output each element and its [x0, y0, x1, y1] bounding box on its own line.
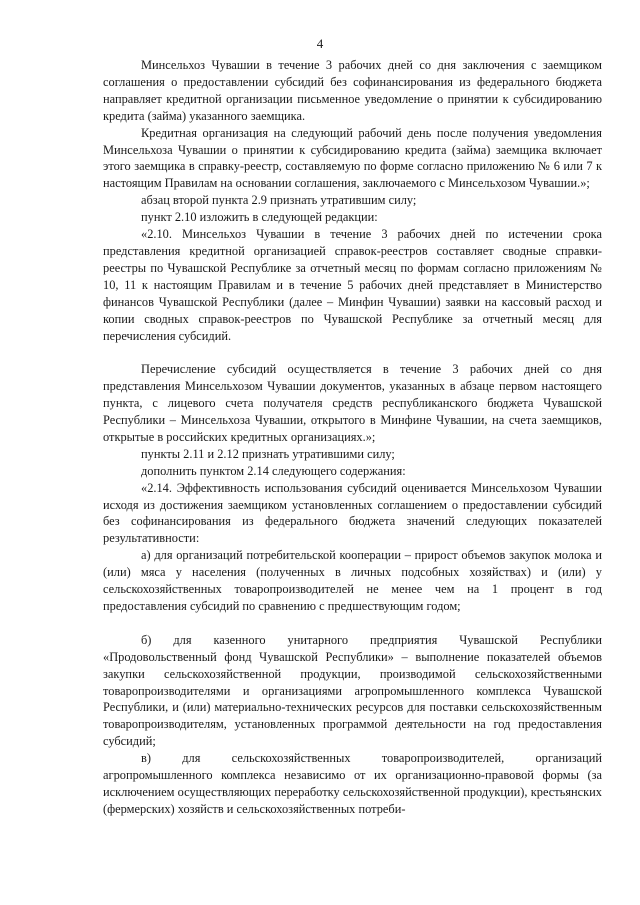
paragraph: дополнить пунктом 2.14 следующего содержания: — [141, 463, 406, 478]
paragraph: абзац второй пункта 2.9 признать утратившим силу; — [141, 193, 417, 208]
paragraph: пункт 2.10 изложить в следующей редакции: — [141, 210, 378, 225]
paragraph: а) для организаций потребительской кооперации – прирост объемов закупок молока и (или) мяса у населения (полученных в личных подсобных хозяйствах) и (или) у сельскохозяйственных товаропроизводителей не менее чем на 1 процент в год предоставления субсидий по сравнению с предшествующим годом; — [103, 548, 602, 613]
paragraph: б) для казенного унитарного предприятия Чувашской Республики «Продовольственный фонд Чувашской Республики» – выполнение показателей объемов закупки сельскохозяйственной продукции, производимой сельскохозяйственными товаропроизводителями и организациями агропромышленного комплекса Чувашской Республики, и (или) материально-технических ресурсов для поставки сельскохозяйственным товаропроизводителям, установленных программой деятельности на год предоставления субсидий; — [103, 632, 602, 749]
paragraph: в) для сельскохозяйственных товаропроизводителей, организаций агропромышленного комплекса независимо от их организационно-правовой формы (за исключением осуществляющих переработку сельскохозяйственной продукции), крестьянских (фермерских) хозяйств и сельскохозяйственных потреби- — [103, 751, 602, 816]
paragraph: «2.14. Эффективность использования субсидий оценивается Минсельхозом Чувашии исходя из достижения заемщиком установленных соглашением о предоставлении субсидий без софинансирования из федерального бюджета значений следующих показателей результативности: — [103, 480, 602, 546]
paragraph: пункты 2.11 и 2.12 признать утратившими силу; — [141, 446, 395, 461]
paragraph: «2.10. Минсельхоз Чувашии в течение 3 рабочих дней по истечении срока представления кредитной организацией справок-реестров составляет сводные справки-реестры по Чувашской Республике за отчетный месяц по формам согласно приложениям № 10, 11 к настоящим Правилам и в течение 5 рабочих дней представляет в Министерство финансов Чувашской Республики (далее – Минфин Чувашии) заявки на кассовый расход и копии сводных справок-реестров по Чувашской Республике за отчетный месяц для перечисления субсидий. — [103, 227, 602, 343]
page-number: 4 — [316, 36, 324, 51]
document-body — [103, 57, 602, 818]
paragraph: Минсельхоз Чувашии в течение 3 рабочих дней со дня заключения с заемщиком соглашения о предоставлении субсидий без софинансирования из федерального бюджета направляет кредитной организации письменное уведомление о принятии к субсидированию кредита (займа) указанного заемщика. — [103, 58, 602, 123]
paragraph: Кредитная организация на следующий рабочий день после получения уведомления Минсельхоза Чувашии о принятии к субсидированию кредита (займа) заемщика включает этого заемщика в справку-реестр, составляемую по форме согласно приложению № 6 или 7 к настоящим Правилам на основании соглашения, заключаемого с Минсельхозом Чувашии.»; — [103, 125, 602, 191]
paragraph: Перечисление субсидий осуществляется в течение 3 рабочих дней со дня представления Минсельхозом Чувашии документов, указанных в абзаце первом настоящего пункта, с лицевого счета получателя средств республиканского бюджета Чувашской Республики – Минсельхоза Чувашии, открытого в Минфине Чувашии, на счета заемщиков, открытые в российских кредитных организациях.»; — [103, 362, 602, 444]
